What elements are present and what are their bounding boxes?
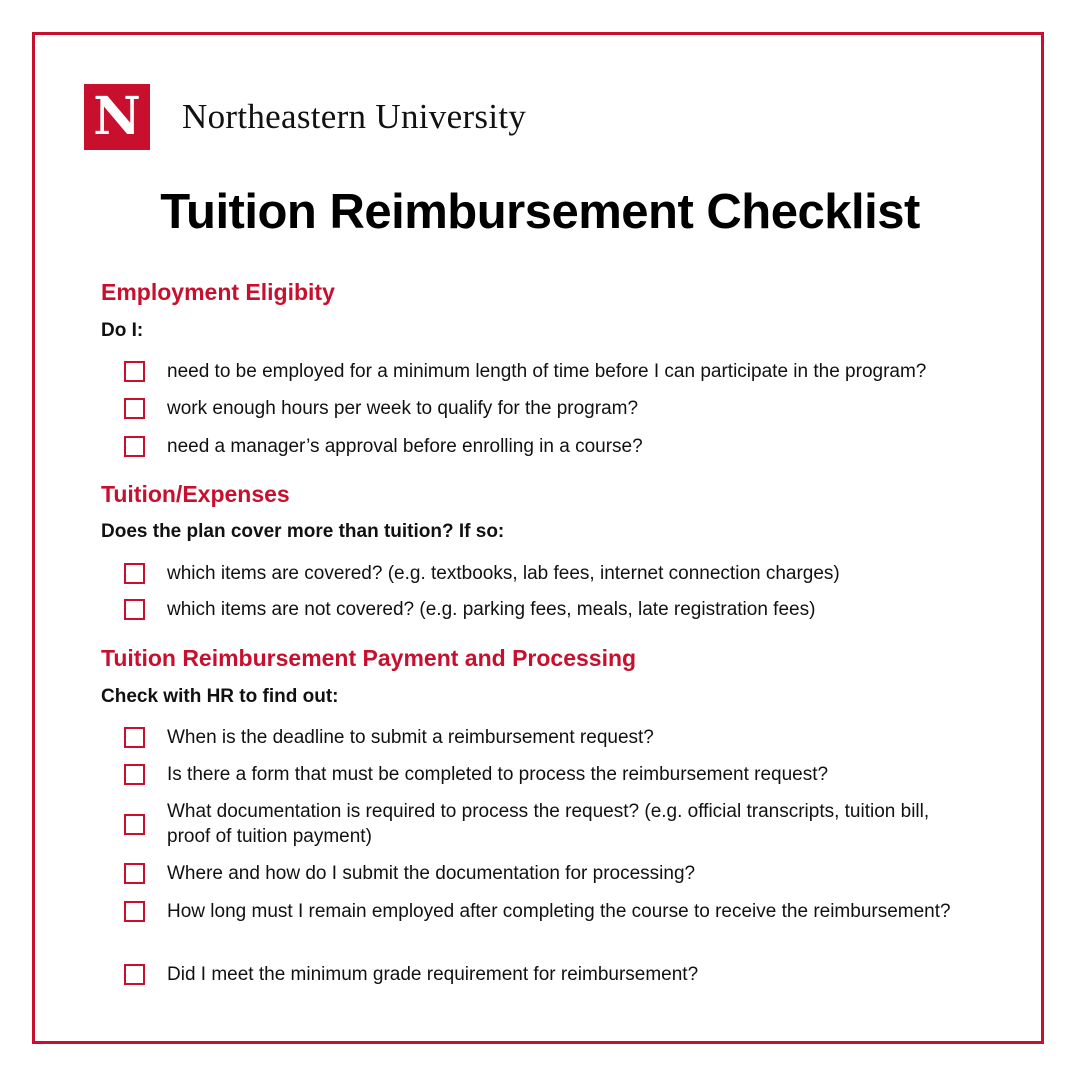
- checkbox[interactable]: [124, 361, 145, 382]
- section-intro-tuition-expenses: Does the plan cover more than tuition? If so:: [101, 521, 505, 542]
- checkbox[interactable]: [124, 398, 145, 419]
- checklist-item: [124, 799, 964, 849]
- checklist-item-text: Is there a form that must be completed to process the reimbursement request?: [167, 764, 829, 785]
- checklist-item-text: Did I meet the minimum grade requirement for reimbursement?: [167, 964, 699, 985]
- section-intro-payment-processing: Check with HR to find out:: [101, 686, 339, 707]
- checklist-item-text: When is the deadline to submit a reimbursement request?: [167, 727, 654, 748]
- checklist-item: [124, 434, 964, 459]
- university-header: [84, 84, 526, 150]
- checklist-item-text: How long must I remain employed after completing the course to receive the reimbursement?: [167, 901, 951, 922]
- checkbox[interactable]: [124, 814, 145, 835]
- checklist-item: [124, 725, 964, 750]
- checklist-item: [124, 396, 964, 421]
- section-heading-payment-processing: Tuition Reimbursement Payment and Processing: [101, 645, 637, 671]
- checklist-item-text: which items are covered? (e.g. textbooks, lab fees, internet connection charges): [167, 563, 840, 584]
- checklist-item: [124, 359, 964, 384]
- checklist-item: [124, 962, 964, 987]
- section-heading-employment: Employment Eligibity: [101, 279, 335, 305]
- university-logo: [84, 84, 150, 150]
- page-title: Tuition Reimbursement Checklist: [160, 185, 920, 239]
- checkbox[interactable]: [124, 563, 145, 584]
- checkbox[interactable]: [124, 901, 145, 922]
- checklist-item-text: which items are not covered? (e.g. parking fees, meals, late registration fees): [167, 599, 816, 620]
- checkbox[interactable]: [124, 764, 145, 785]
- checklist-item: [124, 762, 964, 787]
- section-heading-tuition-expenses: Tuition/Expenses: [101, 481, 290, 507]
- checklist-item: [124, 597, 964, 622]
- checkbox[interactable]: [124, 436, 145, 457]
- checklist-item: [124, 899, 964, 924]
- checklist-item-text: What documentation is required to process the request? (e.g. official transcripts, tuition bill, proof of tuition payment): [167, 801, 930, 847]
- checklist-item-text: need a manager’s approval before enrolling in a course?: [167, 436, 643, 457]
- checklist-item: [124, 861, 964, 886]
- checklist-item-text: Where and how do I submit the documentation for processing?: [167, 863, 696, 884]
- logo-letter: N: [93, 86, 141, 147]
- checkbox[interactable]: [124, 599, 145, 620]
- checkbox[interactable]: [124, 964, 145, 985]
- checkbox[interactable]: [124, 727, 145, 748]
- university-name: Northeastern University: [182, 97, 527, 136]
- section-intro-employment: Do I:: [101, 320, 144, 341]
- checklist-item-text: need to be employed for a minimum length of time before I can participate in the program?: [167, 361, 927, 382]
- checklist-item-text: work enough hours per week to qualify for the program?: [167, 398, 639, 419]
- checkbox[interactable]: [124, 863, 145, 884]
- checklist-item: [124, 561, 964, 586]
